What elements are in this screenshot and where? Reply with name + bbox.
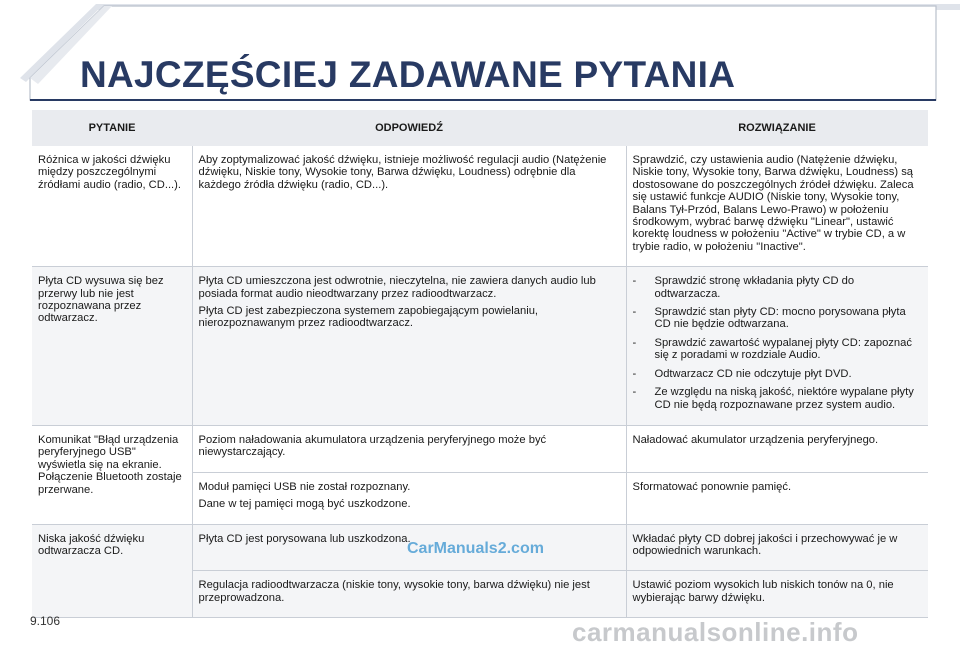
table-row bbox=[32, 425, 928, 472]
list-item: - Sprawdzić stronę wkładania płyty CD do odtwarzacza. bbox=[632, 275, 855, 300]
solution-text: Ustawić poziom wysokich lub niskich tonów na 0, nie wybierając barwy dźwięku. bbox=[632, 579, 894, 604]
answer-cell bbox=[193, 426, 626, 472]
solution-list bbox=[633, 275, 923, 411]
solution-cell bbox=[627, 571, 929, 617]
list-item-text: Sprawdzić stronę wkładania płyty CD do odtwarzacza. bbox=[654, 275, 855, 300]
list-item: - Sprawdzić zawartość wypalanej płyty CD: zapoznać się z poradami w rozdziale Audio. bbox=[632, 336, 912, 362]
solution-cell bbox=[627, 267, 929, 425]
list-item-text: Sprawdzić stan płyty CD: mocno porysowana płyta CD nie będzie odtwarzana. bbox=[654, 306, 906, 331]
solution-cell bbox=[627, 146, 929, 266]
header-answer: ODPOWIEDŹ bbox=[192, 110, 626, 146]
list-item-text: Ze względu na niską jakość, niektóre wypalane płyty CD nie będą rozpoznawane przez system audio. bbox=[654, 386, 914, 411]
list-item-text: Odtwarzacz CD nie odczytuje płyt DVD. bbox=[654, 367, 852, 380]
answer-text: Płyta CD jest porysowana lub uszkodzona. bbox=[198, 532, 411, 545]
question-cell: Płyta CD wysuwa się bez przerwy lub nie jest rozpoznawana przez odtwarzacz. bbox=[38, 275, 164, 325]
watermark-carmanuals: CarManuals2.com bbox=[407, 540, 544, 557]
answer-text: Płyta CD jest zabezpieczona systemem zapobiegającym powielaniu, nierozpoznawanym przez radioodtwarzacz. bbox=[198, 305, 539, 330]
answer-text: Płyta CD umieszczona jest odwrotnie, nieczytelna, nie zawiera danych audio lub posiada format audio nieodtwarzany przez radioodtwarzacz. bbox=[198, 275, 596, 300]
answer-text: Aby zoptymalizować jakość dźwięku, istnieje możliwość regulacji audio (Natężenie dźwięku, Niskie tony, Wysokie tony, Barwa dźwięku, Loudness) odrębnie dla każdego źródła dźwięku (radio, CD...). bbox=[198, 154, 607, 191]
answer-text: Regulacja radioodtwarzacza (niskie tony, wysokie tony, barwa dźwięku) nie jest przeprowadzona. bbox=[198, 579, 590, 604]
solution-text: Wkładać płyty CD dobrej jakości i przechowywać je w odpowiednich warunkach. bbox=[632, 532, 898, 557]
list-item: - Ze względu na niską jakość, niektóre wypalane płyty CD nie będą rozpoznawane przez system audio. bbox=[632, 386, 914, 411]
answer-text: Dane w tej pamięci mogą być uszkodzone. bbox=[198, 498, 411, 511]
solution-cell bbox=[627, 525, 929, 571]
question-cell: Różnica w jakości dźwięku między poszczególnymi źródłami audio (radio, CD...). bbox=[38, 154, 182, 191]
solution-cell bbox=[627, 426, 929, 459]
answer-cell bbox=[193, 267, 626, 343]
question-cell: Niska jakość dźwięku odtwarzacza CD. bbox=[38, 532, 145, 557]
solution-text: Naładować akumulator urządzenia peryferyjnego. bbox=[632, 433, 879, 446]
solution-cell bbox=[627, 473, 929, 506]
table-row bbox=[32, 146, 928, 267]
table-row bbox=[32, 267, 928, 426]
table-header-row bbox=[32, 110, 928, 146]
header-bottom-bar bbox=[30, 99, 936, 101]
list-item-text: Sprawdzić zawartość wypalanej płyty CD: zapoznać się z poradami w rozdziale Audio. bbox=[654, 336, 912, 362]
solution-text: Sprawdzić, czy ustawienia audio (Natężenie dźwięku, Niskie tony, Wysokie tony, Barwa dźwięku, Loudness) są dostosowane do poszczególnych źródeł dźwięku. Zaleca się ustawić funkcje AUDIO (Niskie tony, Wysokie tony, Balans Tył-Przód, Balans Lewo-Prawo) w położeniu środkowym, wybrać barwę dźwięku "Linear", ustawić korektę loudness w położeniu "Active" w trybie CD, a w trybie radio, w położeniu "Inactive". bbox=[632, 154, 914, 253]
watermark-carmanualsonline: carmanualsonline.info bbox=[572, 617, 859, 647]
header-question: PYTANIE bbox=[32, 110, 192, 146]
list-item: - Sprawdzić stan płyty CD: mocno porysowana płyta CD nie będzie odtwarzana. bbox=[632, 306, 906, 331]
answer-cell bbox=[193, 571, 626, 617]
page-number: 9.106 bbox=[30, 614, 61, 628]
solution-text: Sformatować ponownie pamięć. bbox=[632, 480, 792, 493]
answer-cell bbox=[193, 473, 626, 524]
answer-text: Poziom naładowania akumulatora urządzenia peryferyjnego może być niewystarczający. bbox=[198, 433, 547, 459]
answer-text: Moduł pamięci USB nie został rozpoznany. bbox=[198, 480, 411, 493]
page-title: NAJCZĘŚCIEJ ZADAWANE PYTANIA bbox=[80, 54, 736, 95]
question-cell: Komunikat "Błąd urządzenia peryferyjnego USB" wyświetla się na ekranie. Połączenie Bluetooth zostaje przerwane. bbox=[38, 433, 182, 496]
list-item: - Odtwarzacz CD nie odczytuje płyt DVD. bbox=[632, 367, 852, 380]
answer-cell bbox=[193, 146, 626, 204]
header-solution: ROZWIĄZANIE bbox=[626, 110, 928, 146]
